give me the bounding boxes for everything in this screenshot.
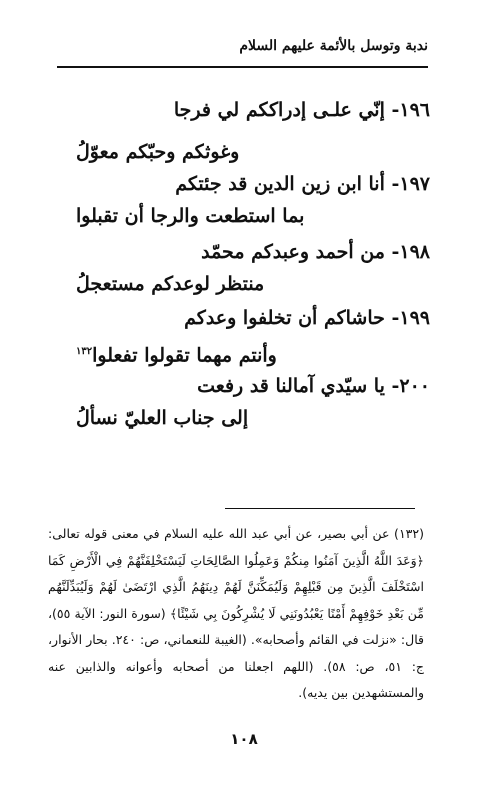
verse-199-second-hemistich [76, 340, 277, 367]
footnote-quran-verse: ﴿وَعَدَ اللَّهُ الَّذِينَ آمَنُوا مِنكُمْ وَعَمِلُوا الصَّالِحَاتِ لَيَسْتَخْلِفَنَّهُمْ فِي الْأَرْضِ كَمَا اسْتَخْلَفَ الَّذِينَ مِن قَبْلِهِمْ وَلَيُمَكِّنَنَّ لَهُمْ دِينَهُمُ الَّذِي ارْتَضَىٰ لَهُمْ وَلَيُبَدِّلَنَّهُم مِّن بَعْدِ خَوْفِهِمْ أَمْنًا يَعْبُدُونَنِي لَا يُشْرِكُونَ بِي شَيْئًا﴾ [48, 552, 424, 621]
verse-200-second-hemistich: إلى جناب العليّ نسألُ [76, 407, 249, 429]
verse-199-second-text: وأنتم مهما تقولوا تفعلوا [92, 344, 277, 367]
verse-200-first-hemistich: ٢٠٠- يا سيّدي آمالنا قد رفعت [197, 375, 430, 397]
footnote-intro: عن أبي بصير، عن أبي عبد الله عليه السلام في معنى قوله تعالى: [48, 526, 390, 541]
footnote-citation: (سورة النور: الآية ٥٥)، قال: «نزلت في القائم وأصحابه». (الغيبة للنعماني، ص: ٢٤٠. بحار الأنوار، ج: ٥١، ص: ٥٨). (اللهم اجعلنا من أصحابه وأعوانه والذابين عنه والمستشهدين بين يديه). [48, 605, 424, 700]
footnote [48, 521, 424, 707]
footnote-rule [225, 508, 415, 509]
footnote-reference: ١٣٢ [76, 346, 93, 357]
running-header: ندبة وتوسل بالأئمة عليهم السلام [239, 38, 428, 54]
header-rule [57, 66, 428, 68]
page-number: ١٠٨ [230, 730, 258, 748]
verse-197-second-hemistich: بما استطعت والرجا أن تقبلوا [76, 205, 305, 227]
verse-199-first-hemistich: ١٩٩- حاشاكم أن تخلفوا وعدكم [184, 307, 430, 329]
footnote-number: (١٣٢) [394, 526, 424, 541]
verse-196-first-hemistich: ١٩٦- إنّي علـى إدراككم لي فرجا [173, 99, 430, 121]
verse-197-first-hemistich: ١٩٧- أنا ابن زين الدين قد جئتكم [175, 173, 430, 195]
verse-198-second-hemistich: منتظر لوعدكم مستعجلُ [76, 273, 265, 295]
verse-196-second-hemistich: وغوثكم وحبّكم معوّلُ [76, 141, 240, 163]
verse-198-first-hemistich: ١٩٨- من أحمد وعبدكم محمّد [201, 241, 430, 263]
